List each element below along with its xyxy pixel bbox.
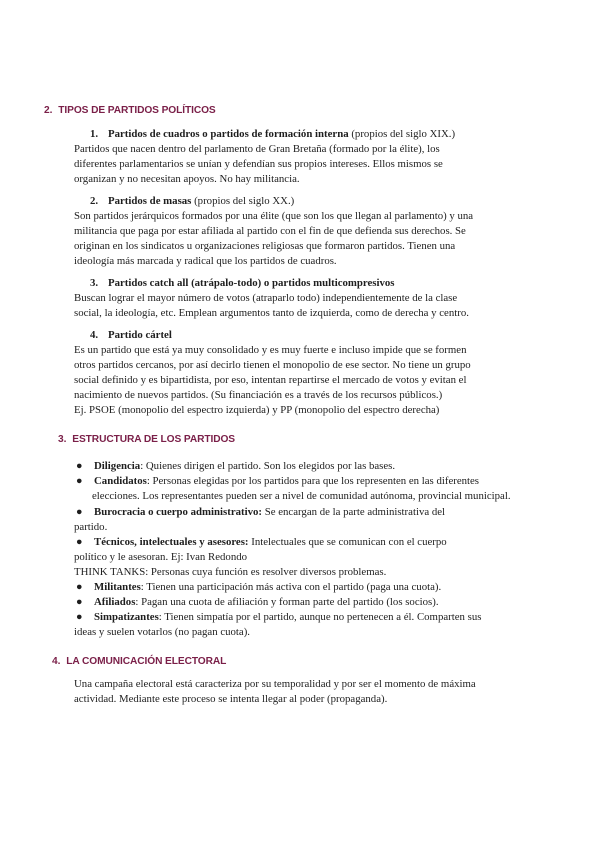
section-number: 3.: [58, 434, 67, 445]
list-item-text: : Tienen simpatía por el partido, aunque no pertenecen a él. Comparten sus: [158, 611, 482, 623]
think-tanks-line: THINK TANKS: Personas cuya función es resolver diversos problemas.: [74, 566, 387, 578]
section-heading-comunicacion: [52, 656, 226, 667]
list-item-term: Burocracia o cuerpo administrativo:: [94, 506, 263, 518]
subheading-partidos-cuadros: [90, 127, 542, 142]
paragraph-line: organizan y no necesitan apoyos. No hay militancia.: [74, 173, 300, 185]
paragraph-line: ideología más marcada y radical que los partidos de cuadros.: [74, 255, 337, 267]
list-item-text: : Pagan una cuota de afiliación y forman parte del partido (los socios).: [135, 596, 439, 608]
list-item-continuation: partido.: [74, 521, 108, 533]
list-item-term: Técnicos, intelectuales y asesores:: [94, 536, 249, 548]
section-title: ESTRUCTURA DE LOS PARTIDOS: [72, 434, 235, 445]
subheading-note: (propios del siglo XIX.): [348, 128, 456, 140]
list-item-term: Militantes: [94, 581, 141, 593]
paragraph-line: Son partidos jerárquicos formados por una élite (que son los que llegan al parlamento) y una: [74, 210, 474, 222]
section-number: 4.: [52, 656, 61, 667]
list-item-candidatos: [74, 474, 526, 489]
bullet-icon: ●: [76, 596, 83, 608]
subheading-title: Partidos de masas: [108, 195, 192, 207]
list-item-text: Se encargan de la parte administrativa del: [262, 506, 446, 518]
paragraph-line: nacimiento de nuevos partidos. (Su financiación es a través de los recursos públicos.): [74, 389, 443, 401]
subheading-partidos-masas: [90, 194, 542, 209]
list-item-tecnicos: [74, 535, 526, 550]
subheading-title: Partidos catch all (atrápalo-todo) o partidos multicompresivos: [108, 277, 395, 289]
bullet-icon: ●: [76, 460, 83, 472]
list-item-burocracia: [74, 505, 526, 520]
paragraph-line: Ej. PSOE (monopolio del espectro izquierda) y PP (monopolio del espectro derecha): [74, 404, 440, 416]
subheading-number: 2.: [90, 195, 99, 207]
list-item-term: Candidatos: [94, 475, 147, 487]
paragraph-line: otros partidos cercanos, por así decirlo tienen el monopolio de ese sector. No tiene un grupo: [74, 359, 471, 371]
paragraph-line: Es un partido que está ya muy consolidado y es muy fuerte e incluso impide que se formen: [74, 344, 467, 356]
list-item-diligencia: [74, 459, 526, 474]
list-item-term: Afiliados: [94, 596, 136, 608]
bullet-icon: ●: [76, 506, 83, 518]
subheading-number: 1.: [90, 128, 99, 140]
subheading-partido-cartel: [90, 328, 542, 343]
paragraph-line: militancia que paga por estar afiliada al partido con el fin de que defienda sus derechos. Se: [74, 225, 466, 237]
subheading-number: 3.: [90, 277, 99, 289]
list-item-continuation: ideas y suelen votarlos (no pagan cuota).: [74, 626, 250, 638]
bullet-icon: ●: [76, 536, 83, 548]
list-item-continuation: elecciones. Los representantes pueden ser a nivel de comunidad autónoma, provincial municipal.: [92, 490, 511, 502]
paragraph-line: diferentes parlamentarios se unían y defendían sus propios intereses. Ellos mismos se: [74, 158, 443, 170]
section-heading-tipos: [44, 105, 216, 116]
list-item-simpatizantes: [74, 610, 526, 625]
section-number: 2.: [44, 105, 53, 116]
paragraph-line: actividad. Mediante este proceso se intenta llegar al poder (propaganda).: [74, 693, 388, 705]
paragraph-line: originan en los sindicatos u organizaciones religiosas que formaron partidos. Tienen una: [74, 240, 456, 252]
paragraph-line: Partidos que nacen dentro del parlamento de Gran Bretaña (formado por la élite), los: [74, 143, 440, 155]
paragraph-line: social definido y es bipartidista, por eso, intentan repartirse el mercado de votos y evitan el: [74, 374, 467, 386]
list-item-continuation: político y le asesoran. Ej: Ivan Redondo: [74, 551, 248, 563]
bullet-icon: ●: [76, 611, 83, 623]
list-item-term: Diligencia: [94, 460, 141, 472]
section-heading-estructura: [58, 434, 235, 445]
list-item-text: : Tienen una participación más activa con el partido (paga una cuota).: [140, 581, 442, 593]
section-title: TIPOS DE PARTIDOS POLÍTICOS: [58, 105, 216, 116]
list-item-term: Simpatizantes: [94, 611, 159, 623]
subheading-title: Partidos de cuadros o partidos de formación interna: [108, 128, 349, 140]
subheading-number: 4.: [90, 329, 99, 341]
list-item-afiliados: [74, 595, 526, 610]
list-item-militantes: [74, 580, 526, 595]
paragraph-line: Buscan lograr el mayor número de votos (atraparlo todo) independientemente de la clase: [74, 292, 458, 304]
paragraph-line: Una campaña electoral está caracteriza por su temporalidad y por ser el momento de máxima: [74, 678, 476, 690]
subheading-note: (propios del siglo XX.): [191, 195, 295, 207]
list-item-text: : Personas elegidas por los partidos para que los representen en las diferentes: [146, 475, 480, 487]
list-item-text: Intelectuales que se comunican con el cuerpo: [248, 536, 447, 548]
list-item-text: : Quienes dirigen el partido. Son los elegidos por las bases.: [140, 460, 396, 472]
paragraph-line: social, la ideología, etc. Emplean argumentos tanto de izquierda, como de derecha y centro.: [74, 307, 469, 319]
subheading-catch-all: [90, 276, 542, 291]
section-title: LA COMUNICACIÓN ELECTORAL: [66, 656, 227, 667]
subheading-title: Partido cártel: [108, 329, 172, 341]
bullet-icon: ●: [76, 581, 83, 593]
bullet-icon: ●: [76, 475, 83, 487]
